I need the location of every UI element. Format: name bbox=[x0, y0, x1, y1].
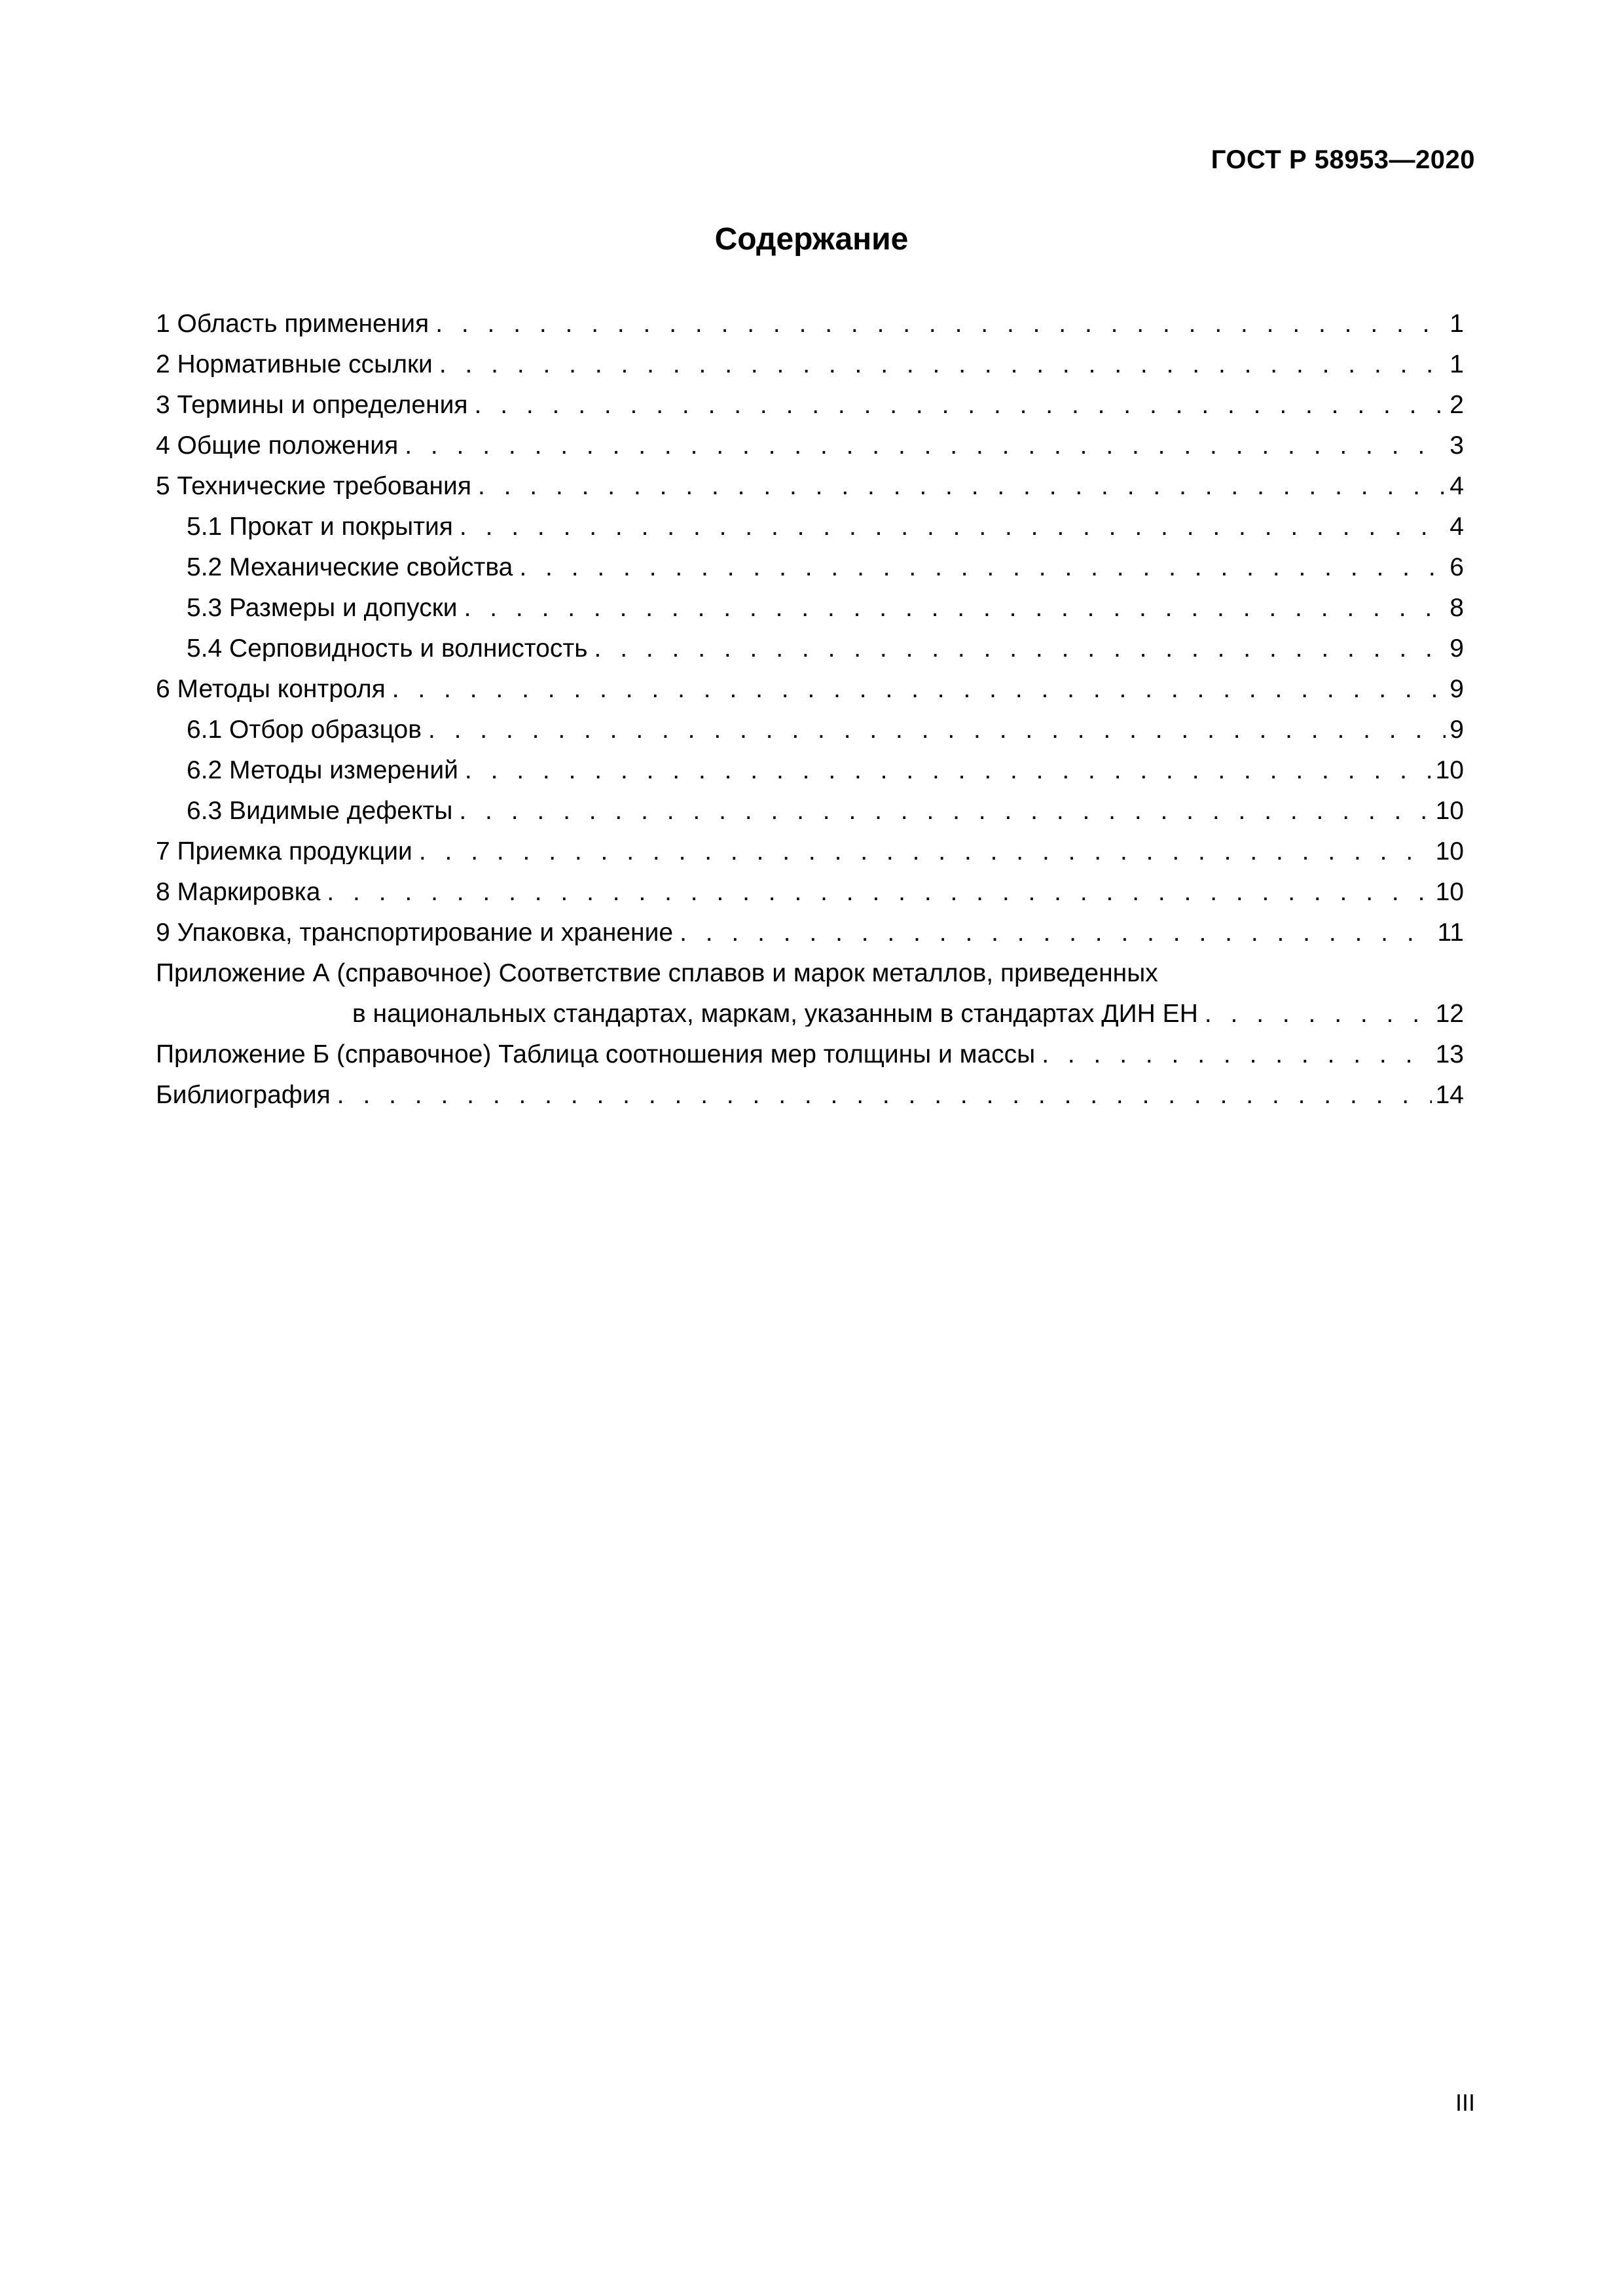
toc-entry-6[interactable] bbox=[156, 661, 1464, 702]
toc-leader-dots bbox=[519, 555, 1446, 580]
toc-page-number: 9 bbox=[1450, 675, 1464, 702]
toc-leader-dots bbox=[435, 311, 1446, 337]
toc-leader-dots bbox=[439, 352, 1446, 377]
toc-entry-2[interactable] bbox=[156, 337, 1464, 377]
toc-page-number: 10 bbox=[1435, 756, 1464, 783]
table-of-contents bbox=[156, 296, 1464, 1108]
toc-entry-label: 9 Упаковка, транспортирование и хранение bbox=[156, 919, 674, 945]
toc-leader-dots bbox=[428, 717, 1446, 742]
page-title: Содержание bbox=[714, 222, 909, 257]
toc-leader-dots bbox=[459, 798, 1431, 824]
toc-entry-label: 7 Приемка продукции bbox=[156, 837, 412, 864]
toc-entry-6-2[interactable] bbox=[156, 742, 1464, 783]
toc-entry-4[interactable] bbox=[156, 418, 1464, 458]
toc-entry-label: 1 Область применения bbox=[156, 310, 429, 337]
toc-entry-label-continued: в национальных стандартах, маркам, указанным в стандартах ДИН ЕН bbox=[352, 1000, 1198, 1027]
toc-leader-dots bbox=[327, 879, 1431, 905]
toc-leader-dots bbox=[594, 636, 1446, 661]
toc-leader-dots bbox=[465, 757, 1432, 783]
toc-entry-6-1[interactable] bbox=[156, 702, 1464, 742]
toc-page-number: 10 bbox=[1435, 837, 1464, 864]
toc-leader-dots bbox=[680, 920, 1433, 945]
toc-entry-label: 5.3 Размеры и допуски bbox=[187, 594, 458, 621]
toc-leader-dots bbox=[1205, 1001, 1432, 1027]
toc-page-number: 9 bbox=[1450, 634, 1464, 661]
toc-entry-5-3[interactable] bbox=[156, 580, 1464, 621]
toc-page-number: 4 bbox=[1450, 472, 1464, 499]
toc-entry-label: 5.2 Механические свойства bbox=[187, 553, 513, 580]
toc-entry-bibliography[interactable] bbox=[156, 1067, 1464, 1108]
toc-entry-5-4[interactable] bbox=[156, 621, 1464, 661]
toc-entry-label: 5 Технические требования bbox=[156, 472, 471, 499]
toc-entry-6-3[interactable] bbox=[156, 783, 1464, 824]
toc-entry-label: Приложение А (справочное) Соответствие сплавов и марок металлов, приведенных bbox=[156, 959, 1158, 987]
toc-leader-dots bbox=[475, 392, 1446, 418]
toc-page-number: 2 bbox=[1450, 391, 1464, 418]
document-code: ГОСТ Р 58953—2020 bbox=[1211, 145, 1475, 174]
toc-page-number: 12 bbox=[1435, 1000, 1464, 1027]
toc-entry-label: 6.2 Методы измерений bbox=[187, 756, 458, 783]
toc-leader-dots bbox=[460, 514, 1446, 539]
toc-leader-dots bbox=[337, 1082, 1432, 1108]
toc-entry-5[interactable] bbox=[156, 458, 1464, 499]
page-number: III bbox=[1455, 2089, 1475, 2116]
toc-entry-appendix-b[interactable] bbox=[156, 1027, 1464, 1067]
toc-entry-line bbox=[156, 986, 1464, 1027]
toc-leader-dots bbox=[464, 595, 1446, 621]
toc-entry-label: 6 Методы контроля bbox=[156, 675, 386, 702]
toc-entry-line bbox=[156, 945, 1464, 986]
toc-entry-5-1[interactable] bbox=[156, 499, 1464, 539]
toc-entry-label: 3 Термины и определения bbox=[156, 391, 468, 418]
toc-entry-1[interactable] bbox=[156, 296, 1464, 337]
toc-entry-8[interactable] bbox=[156, 864, 1464, 905]
toc-entry-label: Библиография bbox=[156, 1081, 331, 1108]
toc-entry-7[interactable] bbox=[156, 824, 1464, 864]
toc-entry-label: 5.4 Серповидность и волнистость bbox=[187, 634, 588, 661]
toc-entry-label: 4 Общие положения bbox=[156, 431, 399, 458]
toc-entry-appendix-a[interactable] bbox=[156, 945, 1464, 1027]
toc-page-number: 3 bbox=[1450, 431, 1464, 458]
toc-leader-dots bbox=[392, 676, 1446, 702]
toc-page-number: 8 bbox=[1450, 594, 1464, 621]
toc-page-number: 9 bbox=[1450, 716, 1464, 742]
toc-leader-dots bbox=[478, 473, 1446, 499]
toc-entry-label: 8 Маркировка bbox=[156, 878, 321, 905]
toc-page-number: 11 bbox=[1437, 919, 1464, 945]
toc-entry-label: 6.1 Отбор образцов bbox=[187, 716, 422, 742]
toc-entry-5-2[interactable] bbox=[156, 539, 1464, 580]
toc-page-number: 10 bbox=[1435, 878, 1464, 905]
toc-page-number: 4 bbox=[1450, 513, 1464, 539]
toc-leader-dots bbox=[405, 433, 1446, 458]
toc-page-number: 10 bbox=[1435, 797, 1464, 824]
toc-leader-dots bbox=[1042, 1042, 1431, 1067]
toc-entry-9[interactable] bbox=[156, 905, 1464, 945]
toc-entry-label: 2 Нормативные ссылки bbox=[156, 350, 433, 377]
toc-entry-3[interactable] bbox=[156, 377, 1464, 418]
toc-page-number: 1 bbox=[1450, 350, 1464, 377]
toc-page-number: 1 bbox=[1450, 310, 1464, 337]
toc-entry-label: 5.1 Прокат и покрытия bbox=[187, 513, 453, 539]
toc-leader-dots bbox=[419, 839, 1432, 864]
toc-entry-label: 6.3 Видимые дефекты bbox=[187, 797, 453, 824]
toc-entry-label: Приложение Б (справочное) Таблица соотношения мер толщины и массы bbox=[156, 1040, 1036, 1067]
toc-page-number: 6 bbox=[1450, 553, 1464, 580]
toc-page-number: 14 bbox=[1435, 1081, 1464, 1108]
toc-page-number: 13 bbox=[1435, 1040, 1464, 1067]
